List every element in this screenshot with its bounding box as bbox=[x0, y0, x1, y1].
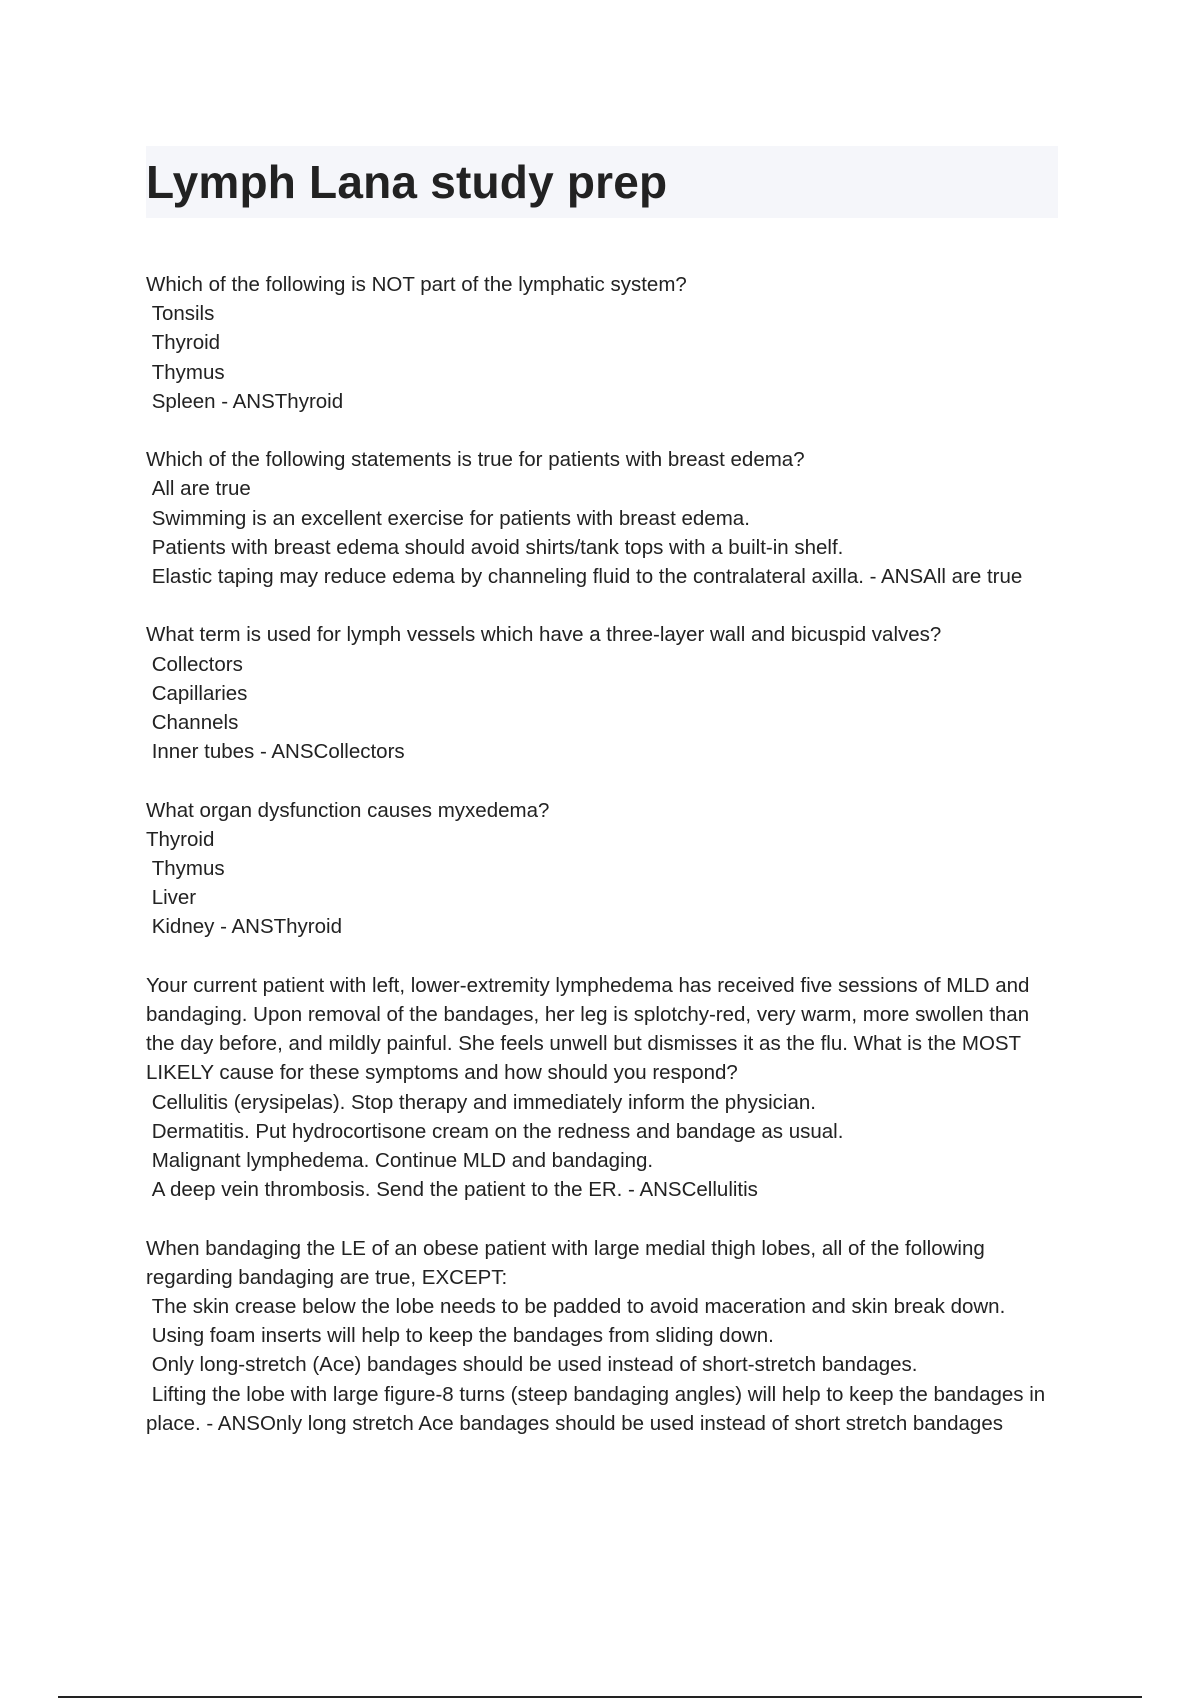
answer-option: Spleen - ANSThyroid bbox=[146, 389, 344, 413]
answer-option: Liver bbox=[146, 886, 197, 910]
question-text: Which of the following statements is true for patients with breast edema? bbox=[146, 448, 805, 472]
question-block-3 bbox=[146, 620, 1058, 766]
question-block-4 bbox=[146, 796, 1058, 942]
title-banner bbox=[146, 146, 1058, 218]
answer-option: Cellulitis (erysipelas). Stop therapy and immediately inform the physician. bbox=[146, 1090, 816, 1114]
answer-option: Thymus bbox=[146, 857, 225, 881]
answer-option: Using foam inserts will help to keep the bandages from sliding down. bbox=[146, 1324, 774, 1348]
answer-option: Elastic taping may reduce edema by channeling fluid to the contralateral axilla. - ANSAll are true bbox=[146, 565, 1023, 589]
answer-option: Capillaries bbox=[146, 681, 248, 705]
question-text: Which of the following is NOT part of the lymphatic system? bbox=[146, 273, 687, 296]
answer-option: Inner tubes - ANSCollectors bbox=[146, 740, 405, 764]
page-footer-rule bbox=[58, 1696, 1142, 1698]
question-block-5 bbox=[146, 971, 1058, 1205]
document-page bbox=[146, 146, 1058, 1467]
answer-option: Tonsils bbox=[146, 302, 215, 326]
answer-option: The skin crease below the lobe needs to be padded to avoid maceration and skin break down. bbox=[146, 1295, 1006, 1319]
question-list bbox=[146, 270, 1058, 1438]
answer-option: Swimming is an excellent exercise for patients with breast edema. bbox=[146, 506, 750, 530]
answer-option: Kidney - ANSThyroid bbox=[146, 915, 342, 939]
question-text: What term is used for lymph vessels which have a three-layer wall and bicuspid valves? bbox=[146, 623, 942, 647]
answer-option: Dermatitis. Put hydrocortisone cream on the redness and bandage as usual. bbox=[146, 1119, 844, 1143]
answer-option: Thymus bbox=[146, 360, 225, 384]
document-title: Lymph Lana study prep bbox=[146, 156, 668, 208]
answer-option: Only long-stretch (Ace) bandages should be used instead of short-stretch bandages. bbox=[146, 1353, 918, 1377]
question-block-6 bbox=[146, 1234, 1058, 1438]
question-text: Your current patient with left, lower-extremity lymphedema has received five sessions of MLD and bandaging. Upon removal of the bandages, her leg is splotchy-red, very warm, more swollen than the day before, and mildly painful. She feels unwell but dismisses it as the flu. What is the MOST LIKELY cause for these symptoms and how should you respond? bbox=[146, 973, 1036, 1085]
question-block-2 bbox=[146, 445, 1058, 591]
question-text: When bandaging the LE of an obese patient with large medial thigh lobes, all of the following regarding bandaging are true, EXCEPT: bbox=[146, 1236, 991, 1289]
question-block-1 bbox=[146, 270, 1058, 416]
answer-option: Thyroid bbox=[146, 331, 221, 355]
answer-option: Lifting the lobe with large figure-8 turns (steep bandaging angles) will help to keep the bandages in place. - ANSOnly long stretch Ace bandages should be used instead of short stretch bandages bbox=[146, 1382, 1051, 1435]
answer-option: Thyroid bbox=[146, 827, 215, 851]
question-text: What organ dysfunction causes myxedema? bbox=[146, 798, 550, 822]
answer-option: All are true bbox=[146, 477, 251, 501]
answer-option: A deep vein thrombosis. Send the patient to the ER. - ANSCellulitis bbox=[146, 1178, 758, 1202]
answer-option: Collectors bbox=[146, 652, 243, 676]
answer-option: Channels bbox=[146, 711, 239, 735]
answer-option: Patients with breast edema should avoid shirts/tank tops with a built-in shelf. bbox=[146, 535, 844, 559]
answer-option: Malignant lymphedema. Continue MLD and bandaging. bbox=[146, 1149, 654, 1173]
